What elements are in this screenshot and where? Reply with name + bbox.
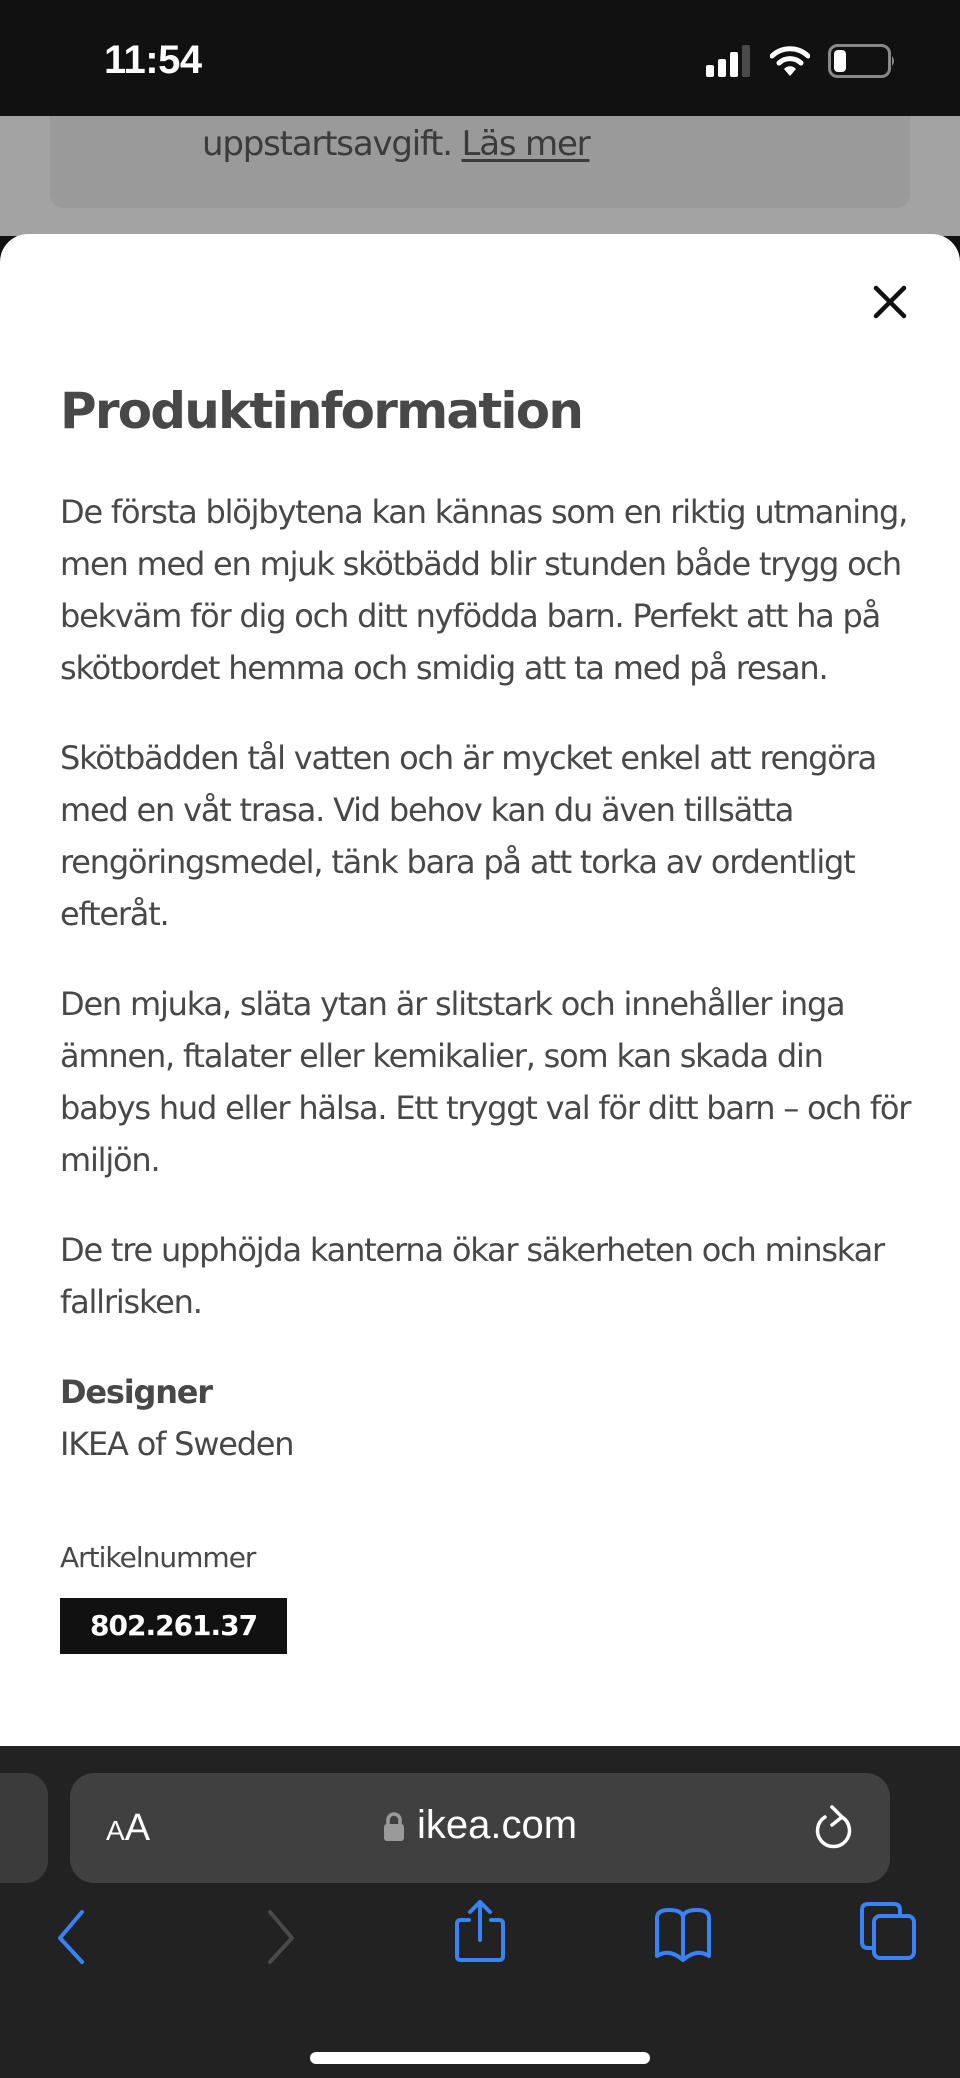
previous-tab-peek[interactable] (0, 1773, 48, 1883)
share-button[interactable] (452, 1898, 508, 1969)
sheet-body (60, 486, 920, 1654)
address-bar[interactable] (70, 1773, 890, 1883)
description-paragraph: De första blöjbytena kan kännas som en riktig utmaning, men med en mjuk skötbädd blir stunden både trygg och bekväm för dig och ditt nyfödda barn. Perfekt att ha på skötbordet hemma och smidig att ta med på resan. (60, 493, 908, 687)
forward-icon (262, 1906, 298, 1966)
designer-label: Designer (60, 1373, 212, 1411)
url-text: ikea.com (416, 1803, 578, 1847)
article-number-badge: 802.261.37 (60, 1598, 287, 1654)
wifi-icon (770, 45, 810, 77)
product-info-sheet (0, 234, 960, 1746)
aa-large-glyph: A (124, 1807, 151, 1849)
back-icon (54, 1906, 90, 1966)
aa-small-glyph: A (106, 1815, 125, 1846)
tabs-button[interactable] (858, 1900, 918, 1967)
battery-low-icon (828, 44, 896, 78)
close-icon (870, 282, 910, 322)
sheet-title: Produktinformation (60, 382, 583, 440)
cellular-signal-icon (706, 45, 752, 77)
lock-icon (383, 1812, 405, 1842)
bookmarks-button[interactable] (652, 1906, 714, 1969)
bookmarks-icon (652, 1906, 714, 1964)
tabs-icon (858, 1900, 918, 1962)
forward-button[interactable] (262, 1906, 298, 1971)
status-time: 11:54 (104, 38, 202, 82)
reload-icon (812, 1803, 856, 1855)
description-paragraph: Skötbädden tål vatten och är mycket enkel att rengöra med en våt trasa. Vid behov kan du även tillsätta rengöringsmedel, tänk bara på att torka av ordentligt efteråt. (60, 739, 877, 933)
background-page (0, 116, 960, 236)
share-icon (452, 1898, 508, 1964)
status-bar (0, 0, 960, 116)
article-number-label: Artikelnummer (60, 1541, 256, 1574)
back-button[interactable] (54, 1906, 90, 1971)
description-paragraph: De tre upphöjda kanterna ökar säkerheten och minskar fallrisken. (60, 1231, 884, 1321)
browser-toolbar (0, 1906, 960, 1996)
background-text-content: uppstartsavgift. (202, 124, 452, 164)
description-paragraph: Den mjuka, släta ytan är slitstark och innehåller inga ämnen, ftalater eller kemikalier, som kan skada din babys hud eller hälsa. Ett tryggt val för ditt barn – och för miljön. (60, 985, 911, 1179)
home-indicator (310, 2052, 650, 2064)
status-icons (706, 44, 896, 78)
designer-name: IKEA of Sweden (60, 1425, 294, 1463)
reload-button[interactable] (812, 1803, 856, 1855)
read-more-link[interactable]: Läs mer (461, 124, 590, 164)
url-display[interactable] (70, 1803, 890, 1848)
safari-bottom-bar (0, 1746, 960, 2078)
close-button[interactable] (870, 282, 910, 322)
background-text (202, 124, 589, 164)
